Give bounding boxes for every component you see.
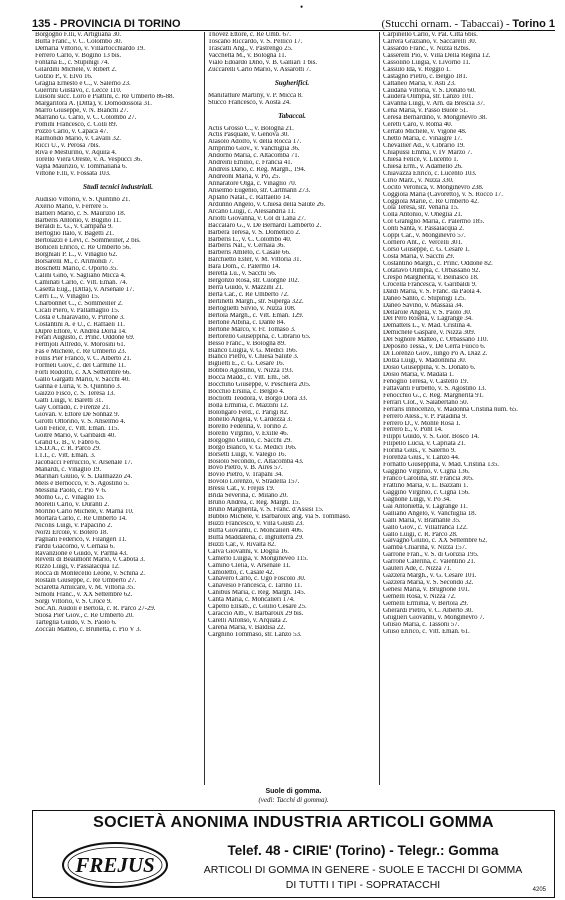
listing-entry: Thovez Ettore, c. Re Umb. 67. xyxy=(208,32,291,38)
listing-entry: Bressi Cat., v. Frejus 19. xyxy=(208,486,275,493)
listing-entry: Cerrato Michele, v. Vigone 48. xyxy=(383,129,467,136)
listing-entry: Dellarole Angela, v. S. Paolo 30. xyxy=(383,309,472,316)
listing-entry: Ferraris Innocenzo, v. Madonna Cristina num. 65. xyxy=(383,406,518,413)
listing-entry: Bertinetti Margh., str. Superga 322. xyxy=(208,298,304,305)
listing-entry: Revelli di Beaumont Mario, v. Cabota 3. xyxy=(35,557,145,564)
listing-entry: Del Pero Rosina, v. Lagrange 34. xyxy=(383,316,473,323)
listing-entry: Soc.An. Audoli e Bertola, c. R. Parco 27-29. xyxy=(35,606,156,612)
listing-entry: Carpinello Carlo, v. Pal. Città 6bis. xyxy=(383,32,478,38)
listing-entry: Calva Giovanni, v. Doglia 16. xyxy=(208,548,289,555)
listing-entry: Barberis Antonio, v. Bugino 11. xyxy=(35,217,121,224)
listing-entry: Ceresa Bernardino, v. Monginevro 38. xyxy=(383,115,487,122)
listing-entry: Mortara Carlo, c. Re Umberto 14. xyxy=(35,515,127,522)
listing-entry: I.T.I., c. Vitt. Eman. 3. xyxy=(35,453,96,460)
listing-entry: Bruno Margherita, v. S. Franc. d'Assisi 15. xyxy=(208,507,324,514)
listing-entry: Cassulo Ida, v. Reggio 1. xyxy=(383,66,451,73)
listing-entry: Ricci U., v. Perosa 7bis. xyxy=(35,143,100,149)
listing-entry: Rocca di Montecello Leone, v. Schina 2. xyxy=(35,571,145,578)
listing-entry: Borello Fedelina, v. Torino 2. xyxy=(208,423,288,430)
listing-entry: Gemelli Erminia, v. Bertola 29. xyxy=(383,600,469,607)
listing-entry: Andorno Maria, c. Altacomba 71. xyxy=(208,153,300,160)
listing-entry: Barberis Amleto, c. Casale 66. xyxy=(208,250,291,257)
page-number: 135 xyxy=(32,18,51,30)
listing-entry: Fornatto Giuseppina, v. Mad. Cristina 135. xyxy=(383,462,499,469)
listing-entry: Demattels L., v. Mad. Cristina 4. xyxy=(383,323,472,330)
listing-entry: Buffa Giovanni, c. Moncalieri 406. xyxy=(208,527,304,534)
listing-entry: Crespo Margherita, v. Beinasco 18. xyxy=(383,274,479,281)
listing-entry: Toscano Riccardo, v. S. Pellico 17. xyxy=(208,38,303,45)
listing-entry: Caudera Olimpia, str. Lanzo 101. xyxy=(383,94,474,101)
listing-entry: Luisoni succ. Loro e Piattini, c. Re Umberto 86-88. xyxy=(35,94,175,101)
listing-entry: Girotti Ottorino, v. S. Anselmo 4. xyxy=(35,418,126,425)
listing-entry: Castagno Pietro, c. Belgio 181. xyxy=(383,73,468,80)
listing-entry: Daneo Savino, v. Massaia 34. xyxy=(383,302,464,309)
listing-entry: Pagliani Federico, v. Filangeri 11. xyxy=(35,536,127,543)
logo-text: FREJUS xyxy=(75,853,155,877)
listing-entry: Cocito Veronica, v. Monginevro 238. xyxy=(383,184,484,191)
listing-entry: Galliano Angelo, v. Vanchiglia 18. xyxy=(383,510,477,517)
listing-entry: Del Signore Matteo, c. Orbassano 110. xyxy=(383,337,489,344)
listing-entry: Golzio P., v. Elvo 16. xyxy=(35,73,93,80)
listing-entry: Simoni Franc., v. XX Settembre 62. xyxy=(35,592,133,599)
listing-entry: Fiorina Gius., v. Salerno 9. xyxy=(383,448,456,455)
listing-column-1 xyxy=(32,32,204,785)
listing-entry: Gallo Giov., c. Villafranca 122. xyxy=(383,524,468,531)
listing-entry: Marrano G. Carlo, v. C. Colombo 27. xyxy=(35,115,137,122)
listing-entry: Bovio Pietro, v. Trapani 34. xyxy=(208,472,283,479)
listing-entry: Vialo Edoardo Dino, v. B. Galliari 1 bis. xyxy=(208,59,318,66)
listing-entry: Deposito Tessa., v. De Cerra Fuoco 6. xyxy=(383,344,486,351)
listing-entry: Actis Grosso C., v. Bologna 21. xyxy=(208,125,294,132)
listing-entry: Bocliotti Teodora, v. Borgo Dora 33. xyxy=(208,396,308,403)
listing-entry: Cassardo Franc., v. Nizza 82bis. xyxy=(383,45,471,52)
header-right: (Stucchi ornam. - Tabaccai) - Torino 1 xyxy=(381,18,555,30)
listing-entry: Rizzo Luigi, v. Passalacqua 12. xyxy=(35,564,120,571)
listing-entry: Forti Rodolfo, c. XX Settembre 66. xyxy=(35,370,131,377)
listing-entry: Chevallier Ad., v. Cibrario 19. xyxy=(383,143,465,149)
listing-entry: Casetta Eug., (Ditta), v. Arsenale 17. xyxy=(35,286,135,293)
listing-entry: Bara Dom., c. Palermo 14. xyxy=(208,264,281,271)
listing-entry: Beretta Lu., v. Sacchi 56. xyxy=(208,271,277,278)
listing-entry: Ghisio Maria, c. Tassoni 57. xyxy=(383,621,460,628)
listing-entry: Buffa Franc., v. C. Colombo 30. xyxy=(35,38,123,45)
listing-entry: Barbera Teresa, v. S. Domenico 2. xyxy=(208,229,301,236)
listing-entry: Fenoglio Teresa, v. Castello 19. xyxy=(383,378,469,385)
listing-entry: Bertoglietti Silvio, v. Nizza 108. xyxy=(208,305,296,312)
listing-columns xyxy=(32,32,555,785)
listing-entry: Annaratore Olga, c. Vinaglio 70. xyxy=(208,181,297,187)
listing-entry: Colla Antonio, v. Oneglia 21. xyxy=(383,212,463,219)
listing-entry: Audisio Vittorio, v. S. Quintino 21. xyxy=(35,196,131,203)
listing-entry: Chiesa Erm., v. Adamello 26. xyxy=(383,163,463,170)
listing-entry: Garrone Fran., v. S. di Gorizia 195. xyxy=(383,552,479,559)
listing-entry: Pozzo Carlo, v. Capaca 47. xyxy=(35,129,109,136)
listing-entry: Cena Maria, v. Passo Buole 51. xyxy=(383,108,468,115)
ad-company-name: SOCIETÀ ANONIMA INDUSTRIA ARTICOLI GOMMA xyxy=(93,814,494,831)
listing-entry: Goitre Mario, v. Garibaldi 40. xyxy=(35,432,116,439)
listing-entry: Canibus Maria, c. Reg. Margh. 145. xyxy=(208,590,306,597)
listing-entry: Cavanna Luigi, v. Arn. da Brescia 37. xyxy=(383,101,485,108)
listing-entry: Bobbio Agostino, v. Nizza 193. xyxy=(208,368,294,375)
listing-entry: Aplano Natal., c. Raffaello 14. xyxy=(208,194,291,201)
listing-entry: Zuccarelli Carlo Mario, v. Assarotti 7. xyxy=(208,66,311,73)
listing-entry: Coggiola Maria (Cavoretto), v. S. Rocco 17. xyxy=(383,191,503,198)
listing-entry: Berra Guido, v. Mazzini 21. xyxy=(208,285,284,292)
listing-entry: Mels e Bernocco, v. S. Agostino 5. xyxy=(35,481,129,488)
listing-entry: Messina Paolo, c. Pio V 6. xyxy=(35,488,107,495)
listing-entry: Bertola Margh., c. Vitt. Eman. 129. xyxy=(208,312,304,319)
section-heading: Studi tecnici industriali. xyxy=(83,182,153,191)
listing-entry: Goll Felice, c. Vitt. Eman. 115. xyxy=(35,425,120,432)
listing-entry: Galli Maria, v. Bramante 35. xyxy=(383,517,461,524)
listing-entry: Carelli Alfonso, v. Arquata 2. xyxy=(208,618,288,625)
listing-entry: Bovolo Lorenzo, v. Stradella 157. xyxy=(208,479,300,486)
listing-entry: Gaggino Virginio, c. Cigna 156. xyxy=(383,489,470,496)
listing-entry: Boschetti Mario, c. Oporto 35. xyxy=(35,266,118,273)
listing-entry: Cornero Ant., c. Vercelli 301. xyxy=(383,240,463,247)
ad-description-2: DI TUTTI I TIPI - SOPRATACCHI xyxy=(285,879,441,891)
listing-entry: Biglietti E., c. G. Cesare 16. xyxy=(208,361,285,368)
listing-entry: Borgogno Giulio, c. Sacchi 29. xyxy=(208,437,292,444)
listing-entry: Ghiso Enrico, c. Vitt. Eman. 61. xyxy=(383,628,470,635)
listing-entry: Costa e Chiaravallo, v. Pirrone 3. xyxy=(35,314,125,321)
listing-entry: Manardi, c. Vinaglio 19. xyxy=(35,467,102,474)
listing-entry: Chiesa Felice, v. Lucento 1. xyxy=(383,156,459,163)
listing-entry: Norzi Ercole, v. Botero 18. xyxy=(35,529,109,536)
advertisement xyxy=(32,810,555,898)
listing-entry: Corso Giuseppe, c. G. Cesare 1. xyxy=(383,247,470,254)
listing-entry: Canta Maria, c. Moncalieri 174. xyxy=(208,597,295,604)
listing-entry: Caminati Carlo, c. Vitt. Eman. 74. xyxy=(35,279,128,286)
listing-entry: Ferrero E., v. Pont 14. xyxy=(383,427,443,434)
listing-entry: Jacobacci Ferruccio, v. Arsenale 17. xyxy=(35,460,133,467)
listing-entry: I.S.D.A., c. R. Parco 29. xyxy=(35,446,101,453)
listing-entry: Vacchetta M., v. Bologna 11. xyxy=(208,52,287,59)
listing-entry: Torello Viera Oreste, v. A. Vespucci 36. xyxy=(35,156,143,163)
listing-entry: Grand G. B., v. Fabro 6. xyxy=(35,439,101,446)
listing-entry: Gaizzo Fisco, c. S. Teresa 13. xyxy=(35,390,115,397)
listing-entry: Franco Carolina, str. Francia 305. xyxy=(383,476,474,482)
listing-entry: Morino Carlo Michele, v. Marna 10. xyxy=(35,508,134,515)
listing-entry: Chiapussi Emma, v. IV Marzo 7. xyxy=(383,149,473,156)
frejus-logo xyxy=(61,841,169,889)
listing-entry: Cassolino Luigia, v. Livorno 11. xyxy=(383,59,471,66)
suole-heading: Suole di gomma. xyxy=(265,788,322,795)
section-heading: Sugherifici. xyxy=(274,78,310,87)
listing-entry: Rostain Giuseppe, c. Re Umberto 27. xyxy=(35,578,137,585)
listing-entry: Gallo Gargatti Mario, v. Sacchi 40. xyxy=(35,377,130,384)
listing-entry: Pardu Giacomo, v. Cernaia 6. xyxy=(35,543,115,550)
listing-entry: Axerio Mario, v. Ferrere 5. xyxy=(35,203,109,210)
listing-entry: Bovo Pietro, v. B. Aires 57. xyxy=(208,465,283,472)
listing-entry: Marinari Giulio, v. S. Dalmazzo 24. xyxy=(35,474,133,481)
listing-entry: Ghiglieri Giovanni, v. Monginevro 7. xyxy=(383,614,485,621)
listing-entry: Ganna e Luria, v. S. Quintino 3. xyxy=(35,384,122,390)
listing-entry: Cirio Marz., v. Nizza 330. xyxy=(383,177,454,184)
listing-entry: Gay Corrado, c. Firenze 21. xyxy=(35,404,111,411)
listing-entry: Bruno Andrea, c. Reg. Margh. 15. xyxy=(208,500,301,507)
listing-entry: Gallo Luigi, c. R. Parco 28. xyxy=(383,531,458,538)
listing-entry: Bosiolo Secondo, c. Altacomba 43. xyxy=(208,458,304,465)
listing-entry: Fiorenza Gius., v. Lanzo 44. xyxy=(383,455,460,462)
listing-entry: Ardunno Angelo, v. Chiesa della Salute 26. xyxy=(208,201,326,208)
section-title: (Stucchi ornam. - Tabaccai) xyxy=(381,18,504,30)
listing-entry: Cerri L., v. Vinaglio 15. xyxy=(35,293,100,300)
listing-entry: Gaggino Virginio, v. Cigna 136. xyxy=(383,469,470,476)
listing-entry: Gemelli Rosa, v. Nizza 72. xyxy=(383,593,456,600)
listing-entry: Follis Pier Franco, v. C. Alberto 21. xyxy=(35,356,132,363)
listing-entry: Cattaneo Maria, v. Asti 23. xyxy=(383,80,456,87)
listing-entry: Borgogno F.lli, v. Artigliana 30. xyxy=(35,32,122,38)
listing-entry: Gilardini Michele, v. Ribert 2. xyxy=(35,66,117,73)
listing-entry: Borello Virginio, v. Exille 46. xyxy=(208,430,289,437)
listing-entry: Capello Elisab., c. Giulio Cesare 25. xyxy=(208,604,307,611)
listing-entry: Demichele Gaspare, v. Nizza 309. xyxy=(383,330,476,337)
listing-entry: Pomini Francesco, c. Colli 89. xyxy=(35,122,118,129)
listing-entry: Ferari Augusto, c. Princ. Oddone 69. xyxy=(35,335,135,342)
listing-entry: Bocchino Giuseppe, v. Peschiera 205. xyxy=(208,382,311,389)
listing-entry: Barchietto Ester, v. M. Vittoria 31. xyxy=(208,257,302,264)
listing-entry: Gazzera Margh., v. G. Cesare 101. xyxy=(383,573,477,580)
listing-entry: Conti Santa, v. Passalacqua 2. xyxy=(383,226,464,233)
listing-entry: Vittone F.lli, v. Fossata 103. xyxy=(35,170,111,177)
listing-entry: Buffa Maddalena, c. Inghilterra 29. xyxy=(208,534,304,541)
listing-entry: Calini Gino, v. Sagliano Micca 4. xyxy=(35,273,126,279)
listing-entry: Borsetti Luigi, v. Valegio 16. xyxy=(208,451,287,458)
listing-entry: Ferrero Aless., v. P. Paladina 9. xyxy=(383,413,468,420)
listing-entry: Baccalaro G., v. De Bernardi Lamberto 2. xyxy=(208,222,322,229)
listing-entry: Ferrero Carlo, v. Bogino 13 bis. xyxy=(35,52,121,59)
listing-entry: Bertoglio Italo, v. Bagetti 21. xyxy=(35,231,114,238)
listing-entry: Cotafavo Olimpia, c. Orbassano 92. xyxy=(383,267,481,274)
listing-entry: Graglia Ernesto e C., v. Salerno 23. xyxy=(35,80,131,87)
listing-entry: Barberis L., v. C. Colombo 40. xyxy=(208,236,292,243)
listing-entry: Bianco Luigia, v. G. Medici 166. xyxy=(208,347,298,354)
header-left: 135 - PROVINCIA DI TORINO xyxy=(32,18,181,30)
listing-entry: Beraldi E. G., v. Campana 9. xyxy=(35,224,113,231)
listing-entry: Borgniali P. L., v. Vinaglio 62. xyxy=(35,252,118,259)
listing-column-2 xyxy=(204,32,379,785)
listing-entry: Bertolazzi e Levi, c. Sommeiller, 2 bis. xyxy=(35,238,141,245)
listing-column-3 xyxy=(379,32,555,785)
listing-entry: Borsarelli M., c. Arimondi 7. xyxy=(35,259,114,266)
listing-entry: Stiosa Pier Giov., c. Re Umberto 20. xyxy=(35,612,134,619)
suole-section xyxy=(32,788,555,804)
listing-entry: Momo G., c. Vinaglio 15. xyxy=(35,495,105,501)
ad-code: 4205 xyxy=(532,887,546,893)
listing-entry: Carena Maria, v. Baldisa 22. xyxy=(208,625,286,631)
listing-entry: Cargnino Tommaso, str. Lanzo 53. xyxy=(208,631,302,638)
listing-entry: Guerrini Gustavo, c. Lecce 110. xyxy=(35,87,122,94)
listing-entry: Genesi Maria, v. Brugnone 101. xyxy=(383,587,470,593)
listing-entry: Ferrari Clot., v. Salabertano 50. xyxy=(383,399,469,406)
listing-entry: Anselmo Eugenio, str. Cartmann 273. xyxy=(208,187,311,194)
listing-entry: Chiavazza Enrico, c. Lucento 103. xyxy=(383,170,477,177)
listing-entry: Fenocchio G., c. Reg. Margherita 91. xyxy=(383,392,484,399)
listing-entry: Bubbio Michele, v. Barbaroux ang. via S. Tommaso. xyxy=(208,514,351,520)
listing-entry: Canavero Carlo, c. Ugo Foscolo 30. xyxy=(208,576,306,583)
listing-entry: Coggiola Marie, c. Re Umberto 42. xyxy=(383,198,479,205)
listing-entry: Sciaretta Amilcare, v. M. Vittoria 35. xyxy=(35,585,135,592)
suole-reference: (vedi: Tacchi di gomma). xyxy=(258,796,329,804)
listing-entry: Brida Severina, c. Milano 20. xyxy=(208,493,288,500)
listing-entry: Bianco Pietro, v. Chiesa Salute 3. xyxy=(208,354,299,361)
listing-entry: Fontana E., c. Stupinigi 74. xyxy=(35,59,110,66)
listing-entry: Gatti Luigi, v. Baretti 31. xyxy=(35,397,104,404)
listing-entry: Amprimo Giov., v. Vanchiglia 36. xyxy=(208,146,300,153)
listing-entry: Costantini A. e U., c. Raffaeli 11. xyxy=(35,321,125,328)
listing-entry: Caudana Vittoria, v. S. Donato 60. xyxy=(383,87,476,94)
listing-entry: Ariotti Giovanna, v. Col di Lana 27. xyxy=(208,215,306,222)
listing-entry: Cicali Piero, v. Pallamaglio 15. xyxy=(35,307,120,314)
listing-entry: Bonello Angela, v. Cardezza 3. xyxy=(208,416,292,423)
listing-entry: Gauteri Ade, c. Nizza 71. xyxy=(383,566,452,573)
listing-entry: Camerlo Luigia, v. Mongineveo 115. xyxy=(208,555,308,562)
listing-entry: Raimondo Mario, v. Cavalli 32. xyxy=(35,136,121,143)
listing-entry: Demaria Vittorio, v. Villarfocchiardo 19. xyxy=(35,45,145,52)
city-title: Torino 1 xyxy=(512,18,555,30)
listing-entry: Fas e Michele, c. Re Umberto 23. xyxy=(35,349,127,356)
listing-entry: Col Graniglio Maria, c. Palermo 185. xyxy=(383,219,485,226)
listing-entry: Andreoni Maria, v. Po, 25. xyxy=(208,174,281,181)
listing-entry: Charbonnet C., c. Sommeiller 2. xyxy=(35,300,123,307)
listing-entry: Filippi Guido, v. S. Gior. Bosco 14. xyxy=(383,434,479,441)
listing-entry: Bertorello Giuseppina, c. Cibrario 65. xyxy=(208,333,311,340)
listing-entry: Bolla Erminia, c. Mazzini 12. xyxy=(208,403,289,409)
listing-entry: Daldi Maria, v. S. Franc. da Paola 4. xyxy=(383,288,482,295)
listing-entry: Vajna Maurizio, v. Tommaliana 6. xyxy=(35,163,128,170)
listing-entry: Filipello Lucia, v. Capriata 21. xyxy=(383,441,466,448)
listing-entry: Fattavanti Furbetto, v. S. Agostino 13. xyxy=(383,385,487,392)
section-heading: Tabaccai. xyxy=(278,111,306,120)
listing-entry: Gherardi Pietro, v. C. Alberto 30. xyxy=(383,607,473,614)
listing-entry: Bertone Albina, c. Dante 84. xyxy=(208,319,286,326)
listing-entry: Boniceli Enrico, c. Re Umberto 56. xyxy=(35,245,131,252)
center-mark: • xyxy=(300,2,304,12)
listing-entry: Tarteglia Guido, v. S. Paolo 6. xyxy=(35,619,117,626)
listing-entry: Alasolo Adolfo, v. della Rocca 17. xyxy=(208,139,302,146)
listing-entry: Stucco Francesco, v. Aosta 24. xyxy=(208,99,291,106)
listing-entry: Barberis Nat., v. Cernaia 36. xyxy=(208,243,285,250)
listing-entry: Chetto Maria, c. Vinaigre 17. xyxy=(383,136,462,143)
listing-entry: Ferrero D., v. Monte Rosa 1. xyxy=(383,420,461,427)
listing-entry: Dolza Luigi, v. Madonnina 30. xyxy=(383,358,467,365)
listing-entry: Gazzera Maria, v. S. Secondo 32. xyxy=(383,580,474,587)
listing-entry: Manifatture Martiny, v. P. Micca 8. xyxy=(208,92,303,99)
ad-telephone: Telef. 48 - CIRIE' (Torino) - Telegr.: Gomma xyxy=(227,843,499,858)
listing-entry: Gai Antonietta, v. Lagrange 11. xyxy=(383,503,468,510)
ad-description-1: ARTICOLI DI GOMMA IN GENERE - SUOLE E TACCHI DI GOMMA xyxy=(203,864,523,876)
listing-entry: Baltieri Mario, c. S. Maurizio 18. xyxy=(35,210,126,217)
listing-entry: Andreini Emilio, c. Francia 41. xyxy=(208,160,293,167)
listing-entry: Arcano Luigi, c. Alessandria 11. xyxy=(208,208,296,215)
listing-entry: Sorgi Vittorio, v. S. Croce 9. xyxy=(35,599,112,606)
listing-entry: Andreis Dario, c. Reg. Margh., 194. xyxy=(208,167,306,174)
listing-entry: Formeli Giov., c. del Carmine 11. xyxy=(35,363,126,370)
listing-entry: Dosio Maria, v. Madala 1. xyxy=(383,371,454,378)
listing-entry: Gagnone Luigi, v. Po 34. xyxy=(383,496,451,503)
listing-entry: Garrone Caterina, c. Valentino 21. xyxy=(383,559,476,566)
listing-entry: Margaritora A. (Ditta), v. Domodossola 31. xyxy=(35,101,152,108)
listing-entry: Frattino Maria, v. L. Bazzani 1. xyxy=(383,482,469,489)
listing-entry: Bertone Marco, v. Fr. Tomaso 3. xyxy=(208,326,296,333)
listing-entry: Gamba Chiarina, v. Nizza 157. xyxy=(383,545,467,552)
listing-entry: Canavesio Francesca, c. Tarino 11. xyxy=(208,583,303,590)
listing-entry: Cola Teresa, str. Venaria 15. xyxy=(383,205,459,212)
listing-entry: Ceretti Caro, v. Roma 40. xyxy=(383,122,453,129)
listing-entry: Actis Pasquale, v. Genova 30. xyxy=(208,132,289,139)
listing-entry: Zoccali Matteo, c. Brunetta, c. Pio V 3. xyxy=(35,626,142,633)
listing-entry: Buzzi Francesco, v. Villa Giusti 23. xyxy=(208,520,304,527)
listing-entry: Giovan. v. Ettore De Sonnaz 9. xyxy=(35,411,120,418)
listing-entry: Camoletto, c. Casale 42. xyxy=(208,569,275,576)
listing-entry: Costa Maria, v. Sacchi 29. xyxy=(383,254,455,260)
page-header xyxy=(32,2,555,31)
listing-entry: Caraccio Alb., v. Barbaroux 29 bis. xyxy=(208,611,304,618)
listing-entry: Bergonzo Rosa, str. Cuorgnè 102. xyxy=(208,278,300,285)
listing-entry: Buzzi Car., v. Rivalta 82. xyxy=(208,541,276,548)
listing-entry: Dupré Ettore, v. Andrea Doria 14. xyxy=(35,328,127,335)
listing-entry: Camino Clelia, v. Arsenale 11. xyxy=(208,562,291,569)
listing-entry: Carrera Graziano, v. Saccarelli 30. xyxy=(383,38,477,45)
listing-entry: Nicolis Luigi, v. Papacino 2. xyxy=(35,522,113,529)
listing-entry: Marro Giuseppe, v. N. Bianchi 27. xyxy=(35,108,129,115)
listing-entry: Besso Franc., v. Bologna 89. xyxy=(208,340,286,347)
listing-entry: Daneo Santo, c. Stupinigi 125. xyxy=(383,295,466,302)
listing-entry: Galvagno Giulio, c. XX Settembre 62. xyxy=(383,538,488,545)
listing-entry: Riva e Mesturino, v. Aquila 4. xyxy=(35,149,117,156)
listing-entry: Coppi Car., v. Monginevro 57. xyxy=(383,233,466,240)
listing-entry: Bocca Madd., c. Vitt. Em., 58. xyxy=(208,375,291,382)
listing-entry: Trascatti Ang., v. Pastrengo 25. xyxy=(208,45,293,52)
listing-entry: Borgo Bianco, v. G. Medici 166. xyxy=(208,444,297,451)
listing-entry: Berta Car., c. Re Umberto 72. xyxy=(208,292,289,298)
listing-entry: Crocella Francesca, v. Garibaldi 9. xyxy=(383,281,477,288)
listing-entry: Fermjoli Alfredo, v. Morosini 61. xyxy=(35,342,126,349)
listing-entry: Bocchio Ersilia, c. Belgio 4. xyxy=(208,389,285,396)
listing-entry: Ravalizione e Guido, v. Parma 43. xyxy=(35,550,128,557)
listing-entry: Costantino Margh., c. Princ. Oddone 82. xyxy=(383,260,493,267)
listing-entry: Bolongaro Ferd., c. Parigi 82. xyxy=(208,409,289,416)
listing-entry: Casserelli Pio, v. Villa Della Regina 12. xyxy=(383,52,491,59)
listing-entry: Dosio Giuseppina, v. S. Donato 6. xyxy=(383,365,476,371)
listing-entry: Morelli Carlo, v. Duranti 2. xyxy=(35,501,110,508)
listing-entry: Di Lorenzo Giov., lungo Po A. Diaz 2. xyxy=(383,351,488,358)
province-title: PROVINCIA DI TORINO xyxy=(60,18,181,30)
